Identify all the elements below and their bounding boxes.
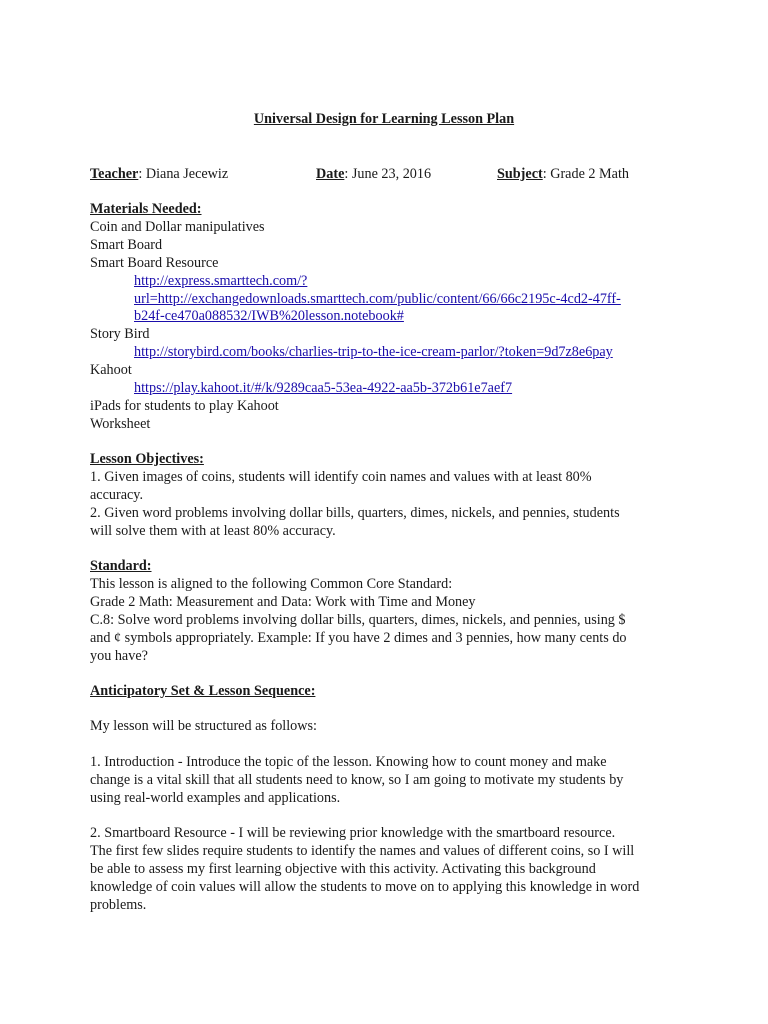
materials-list [90, 219, 690, 434]
material-item: Story Bird [90, 326, 150, 343]
sequence-line: change is a vital skill that all students need to know, so I am going to motivate my students by [90, 771, 624, 788]
document-title: Universal Design for Learning Lesson Plan [253, 111, 515, 127]
date-field [316, 165, 431, 183]
objectives-line: accuracy. [90, 486, 144, 503]
teacher-field [90, 165, 228, 183]
standard-section [90, 558, 690, 665]
standard-line: you have? [90, 647, 148, 664]
sequence-line: The first few slides require students to identify the names and values of different coins, so I will [90, 842, 635, 859]
material-item: iPads for students to play Kahoot [90, 397, 279, 414]
sequence-intro [90, 718, 690, 736]
resource-link[interactable]: https://play.kahoot.it/#/k/9289caa5-53ea-4922-aa5b-372b61e7aef7 [134, 380, 513, 397]
sequence-line: 1. Introduction - Introduce the topic of the lesson. Knowing how to count money and make [90, 754, 607, 770]
materials-heading: Materials Needed: [90, 201, 202, 217]
sequence-step-1 [90, 754, 690, 808]
sequence-line: knowledge of coin values will allow the students to move on to applying this knowledge in word [90, 878, 640, 895]
resource-link[interactable]: url=http://exchangedownloads.smarttech.com/public/content/66/66c2195c-4cd2-47ff- [134, 290, 621, 307]
resource-link[interactable]: b24f-ce470a088532/IWB%20lesson.notebook# [134, 308, 404, 325]
standard-line: Grade 2 Math: Measurement and Data: Work with Time and Money [90, 593, 476, 610]
materials-section [90, 201, 690, 434]
material-item: Coin and Dollar manipulatives [90, 218, 265, 235]
standard-line: This lesson is aligned to the following Common Core Standard: [90, 575, 453, 592]
date-value: : June 23, 2016 [344, 166, 432, 182]
material-item: Smart Board [90, 236, 163, 253]
objectives-heading: Lesson Objectives: [90, 451, 204, 467]
sequence-line: 2. Smartboard Resource - I will be reviewing prior knowledge with the smartboard resource. [90, 825, 616, 841]
sequence-heading: Anticipatory Set & Lesson Sequence: [90, 683, 316, 699]
teacher-label: Teacher [90, 166, 139, 182]
date-label: Date [316, 166, 345, 182]
objectives-section [90, 451, 690, 541]
sequence-line: be able to assess my first learning objective with this activity. Activating this background [90, 860, 596, 877]
teacher-value: : Diana Jecewiz [138, 166, 229, 182]
material-item: Smart Board Resource [90, 254, 219, 271]
material-item: Worksheet [90, 415, 151, 432]
subject-label: Subject [497, 166, 543, 182]
subject-field [497, 165, 629, 183]
objectives-line: 1. Given images of coins, students will identify coin names and values with at least 80% [90, 468, 592, 485]
subject-value: : Grade 2 Math [542, 166, 630, 182]
sequence-line: problems. [90, 896, 147, 913]
standard-heading: Standard: [90, 558, 152, 574]
standard-line: C.8: Solve word problems involving dollar bills, quarters, dimes, nickels, and pennies, using $ [90, 611, 626, 628]
material-item: Kahoot [90, 362, 132, 379]
sequence-line: using real-world examples and applications. [90, 789, 341, 806]
objectives-line: will solve them with at least 80% accuracy. [90, 522, 336, 539]
resource-link[interactable]: http://express.smarttech.com/? [134, 272, 308, 289]
sequence-section [90, 683, 690, 701]
sequence-intro-text: My lesson will be structured as follows: [90, 718, 317, 734]
sequence-step-2 [90, 825, 690, 915]
resource-link[interactable]: http://storybird.com/books/charlies-trip-to-the-ice-cream-parlor/?token=9d7z8e6pay [134, 344, 613, 361]
standard-line: and ¢ symbols appropriately. Example: If you have 2 dimes and 3 pennies, how many cents do [90, 629, 627, 646]
objectives-line: 2. Given word problems involving dollar bills, quarters, dimes, nickels, and pennies, students [90, 504, 620, 521]
